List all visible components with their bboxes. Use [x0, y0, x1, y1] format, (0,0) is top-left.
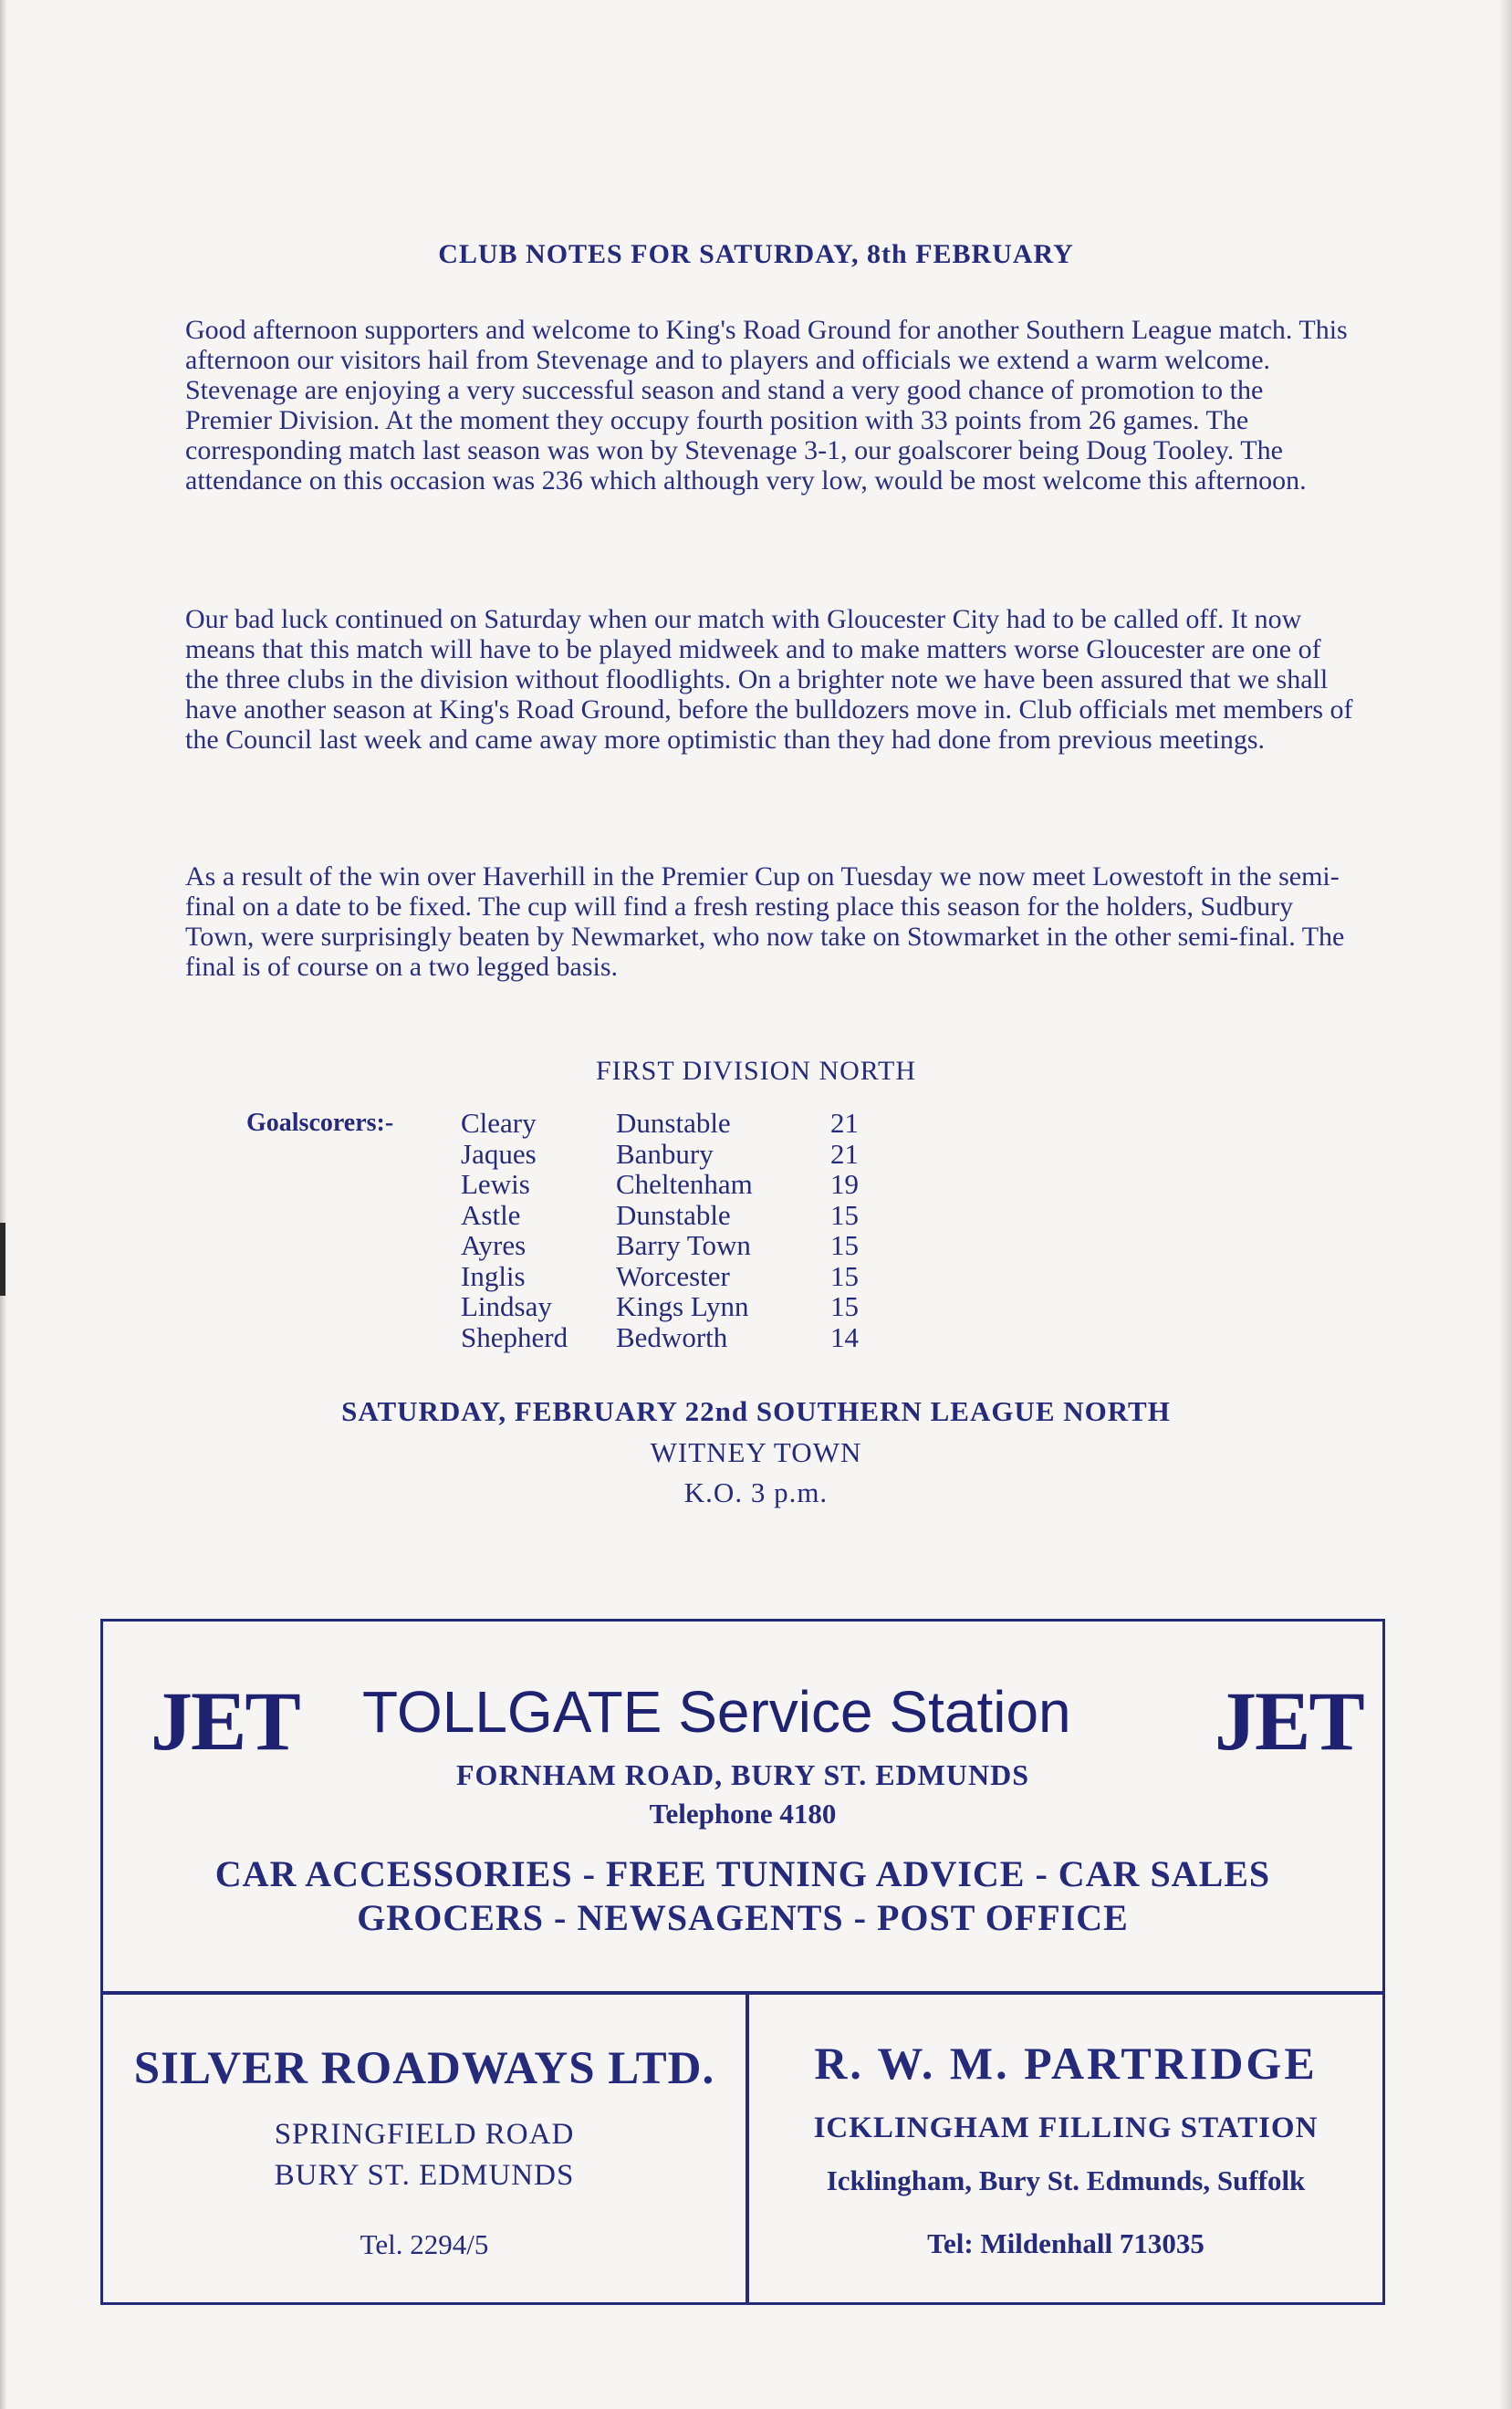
jet-logo-left: JET	[151, 1674, 299, 1768]
scan-mark	[0, 1223, 5, 1296]
scorer-goals: 15	[830, 1229, 859, 1261]
partridge-station: ICKLINGHAM FILLING STATION	[813, 2112, 1319, 2144]
scorer-goals: 21	[830, 1137, 859, 1170]
scorer-club: Bedworth	[616, 1320, 728, 1353]
scorer-club: Kings Lynn	[616, 1290, 749, 1322]
advertisement-box	[100, 1619, 1385, 2305]
tollgate-phone: Telephone 4180	[649, 1798, 837, 1830]
scorer-goals: 15	[830, 1198, 859, 1231]
partridge-tel: Tel: Mildenhall 713035	[927, 2227, 1204, 2259]
jet-logo-right: JET	[1215, 1674, 1363, 1768]
scorer-name: Ayres	[461, 1229, 527, 1261]
scorer-club: Barry Town	[616, 1229, 751, 1261]
scorer-name: Astle	[461, 1198, 521, 1231]
table-row	[246, 1261, 1068, 1292]
next-match-kickoff: K.O. 3 p.m.	[683, 1476, 829, 1508]
tollgate-services-line-2: GROCERS - NEWSAGENTS - POST OFFICE	[357, 1897, 1129, 1938]
tollgate-title: TOLLGATE Service Station	[362, 1679, 1071, 1745]
silver-roadways-name: SILVER ROADWAYS LTD.	[133, 2043, 715, 2094]
scorer-name: Lindsay	[461, 1290, 552, 1322]
first-division-title: FIRST DIVISION NORTH	[596, 1056, 916, 1086]
club-notes-paragraph-2: Our bad luck continued on Saturday when our match with Gloucester City had to be called off. It now means that this match will have to be played midweek and to make matters worse Gloucester are one of the three clubs in the division without floodlights. On a brighter note we have been assured that we shall have another season at King's Road Ground, before the bulldozers move in. Club officials met members of the Council last week and came away more optimistic than they had done from previous meetings.	[185, 604, 1353, 755]
scorer-goals: 14	[830, 1320, 859, 1353]
goalscorers-label: Goalscorers:-	[246, 1109, 394, 1137]
partridge-name: R. W. M. PARTRIDGE	[814, 2038, 1318, 2089]
scorer-club: Dunstable	[616, 1107, 731, 1139]
silver-roadways-tel: Tel. 2294/5	[360, 2228, 489, 2260]
club-notes-paragraph-1: Good afternoon supporters and welcome to King's Road Ground for another Southern League match. This afternoon our visitors hail from Stevenage and to players and officials we extend a warm welcome. Stevenage are enjoying a very successful season and stand a very good chance of promotion to the Premier Division. At the moment they occupy fourth position with 33 points from 26 games. The corresponding match last season was won by Stevenage 3-1, our goalscorer being Doug Tooley. The attendance on this occasion was 236 which although very low, would be most welcome this afternoon.	[185, 315, 1348, 495]
silver-roadways-address-line-1: SPRINGFIELD ROAD	[274, 2118, 575, 2151]
scorer-name: Lewis	[461, 1168, 530, 1200]
next-match-opponent: WITNEY TOWN	[650, 1436, 862, 1468]
silver-roadways-advert	[103, 1995, 746, 2302]
table-row	[246, 1230, 1068, 1261]
partridge-address: Icklingham, Bury St. Edmunds, Suffolk	[826, 2164, 1306, 2196]
scorer-goals: 19	[830, 1168, 859, 1200]
tollgate-address: FORNHAM ROAD, BURY ST. EDMUNDS	[456, 1758, 1029, 1791]
scorer-club: Dunstable	[616, 1198, 731, 1231]
scorer-goals: 21	[830, 1107, 859, 1139]
scorer-goals: 15	[830, 1290, 859, 1322]
table-row	[246, 1139, 1068, 1170]
club-notes-paragraph-3: As a result of the win over Haverhill in the Premier Cup on Tuesday we now meet Lowestoft in the semi-final on a date to be fixed. The cup will find a fresh resting place this season for the holders, Sudbury Town, were surprisingly beaten by Newmarket, who now take on Stowmarket in the other semi-final. The final is of course on a two legged basis.	[185, 861, 1345, 982]
silver-roadways-address-line-2: BURY ST. EDMUNDS	[274, 2159, 575, 2192]
next-match-heading: SATURDAY, FEBRUARY 22nd SOUTHERN LEAGUE NORTH	[341, 1395, 1171, 1427]
scorer-name: Cleary	[461, 1107, 537, 1139]
scorer-club: Cheltenham	[616, 1168, 753, 1200]
table-row	[246, 1108, 1068, 1139]
tollgate-advert	[103, 1622, 1382, 1988]
scorer-club: Worcester	[616, 1259, 730, 1292]
tollgate-services-line-1: CAR ACCESSORIES - FREE TUNING ADVICE - CAR SALES	[214, 1853, 1271, 1894]
table-row	[246, 1200, 1068, 1231]
partridge-advert	[749, 1995, 1382, 2302]
table-row	[246, 1169, 1068, 1200]
table-row	[246, 1291, 1068, 1322]
scorer-goals: 15	[830, 1259, 859, 1292]
scorer-name: Inglis	[461, 1259, 526, 1292]
scorer-club: Banbury	[616, 1137, 714, 1170]
page-left-edge	[0, 0, 7, 2409]
scorer-name: Jaques	[461, 1137, 537, 1170]
table-row	[246, 1322, 1068, 1353]
scorer-name: Shepherd	[461, 1320, 568, 1353]
page-right-edge	[1499, 0, 1512, 2409]
club-notes-title: CLUB NOTES FOR SATURDAY, 8th FEBRUARY	[438, 239, 1074, 269]
